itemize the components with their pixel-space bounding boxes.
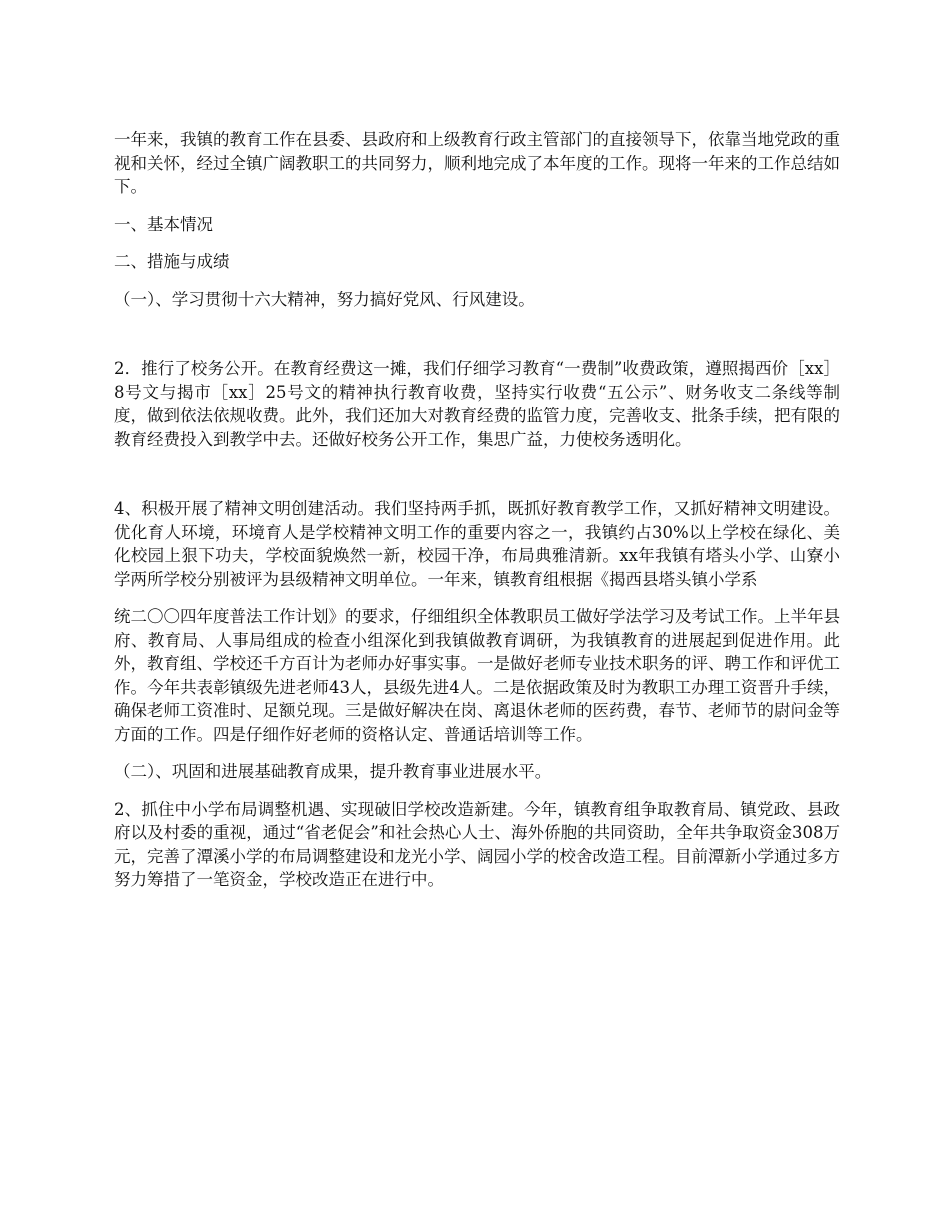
subheading-basic-education: （二）、巩固和进展基础教育成果，提升教育事业进展水平。	[114, 762, 552, 781]
heading-measures-results: 二、措施与成绩	[114, 252, 230, 271]
document-body	[114, 128, 840, 892]
paragraph-spiritual-civilization: 4、积极开展了精神文明创建活动。我们坚持两手抓，既抓好教育教学工作，又抓好精神文明建设。优化育人环境，环境育人是学校精神文明工作的重要内容之一，我镇约占30%以上学校在绿化、美化校园上狠下功夫，学校面貌焕然一新，校园干净，布局典雅清新。xx年我镇有塔头小学、山寮小学两所学校分别被评为县级精神文明单位。一年来，镇教育组根据《揭西县塔头镇小学系	[114, 499, 840, 589]
paragraph-school-affairs-openness: 2．推行了校务公开。在教育经费这一摊，我们仔细学习教育“一费制”收费政策，遵照揭西价［xx］8号文与揭市［xx］25号文的精神执行教育收费，坚持实行收费“五公示”、财务收支二条线等制度，做到依法依规收费。此外，我们还加大对教育经费的监管力度，完善收支、批条手续，把有限的教育经费投入到教学中去。还做好校务公开工作，集思广益，力使校务透明化。	[114, 359, 840, 449]
paragraph-school-layout-adjustment: 2、抓住中小学布局调整机遇、实现破旧学校改造新建。今年，镇教育组争取教育局、镇党政、县政府以及村委的重视，通过“省老促会”和社会热心人士、海外侨胞的共同资助，全年共争取资金308万元，完善了潭溪小学的布局调整建设和龙光小学、阔园小学的校舍改造工程。目前潭新小学通过多方努力筹措了一笔资金，学校改造正在进行中。	[114, 799, 840, 889]
paragraph-legal-education: 统二〇〇四年度普法工作计划》的要求，仔细组织全体教职员工做好学法学习及考试工作。上半年县府、教育局、人事局组成的检查小组深化到我镇做教育调研，为我镇教育的进展起到促进作用。此外，教育组、学校还千方百计为老师办好事实事。一是做好老师专业技术职务的评、聘工作和评优工作。今年共表彰镇级先进老师43人，县级先进4人。二是依据政策及时为教职工办理工资晋升手续，确保老师工资准时、足额兑现。三是做好解决在岗、离退休老师的医药费，春节、老师节的尉问金等方面的工作。四是仔细作好老师的资格认定、普通话培训等工作。	[114, 607, 840, 744]
heading-basic-situation: 一、基本情况	[114, 214, 213, 234]
subheading-party-conduct: （一）、学习贯彻十六大精神，努力搞好党风、行风建设。	[114, 289, 535, 309]
intro-paragraph: 一年来，我镇的教育工作在县委、县政府和上级教育行政主管部门的直接领导下，依靠当地党政的重视和关怀，经过全镇广阔教职工的共同努力，顺利地完成了本年度的工作。现将一年来的工作总结如下。	[114, 130, 840, 196]
